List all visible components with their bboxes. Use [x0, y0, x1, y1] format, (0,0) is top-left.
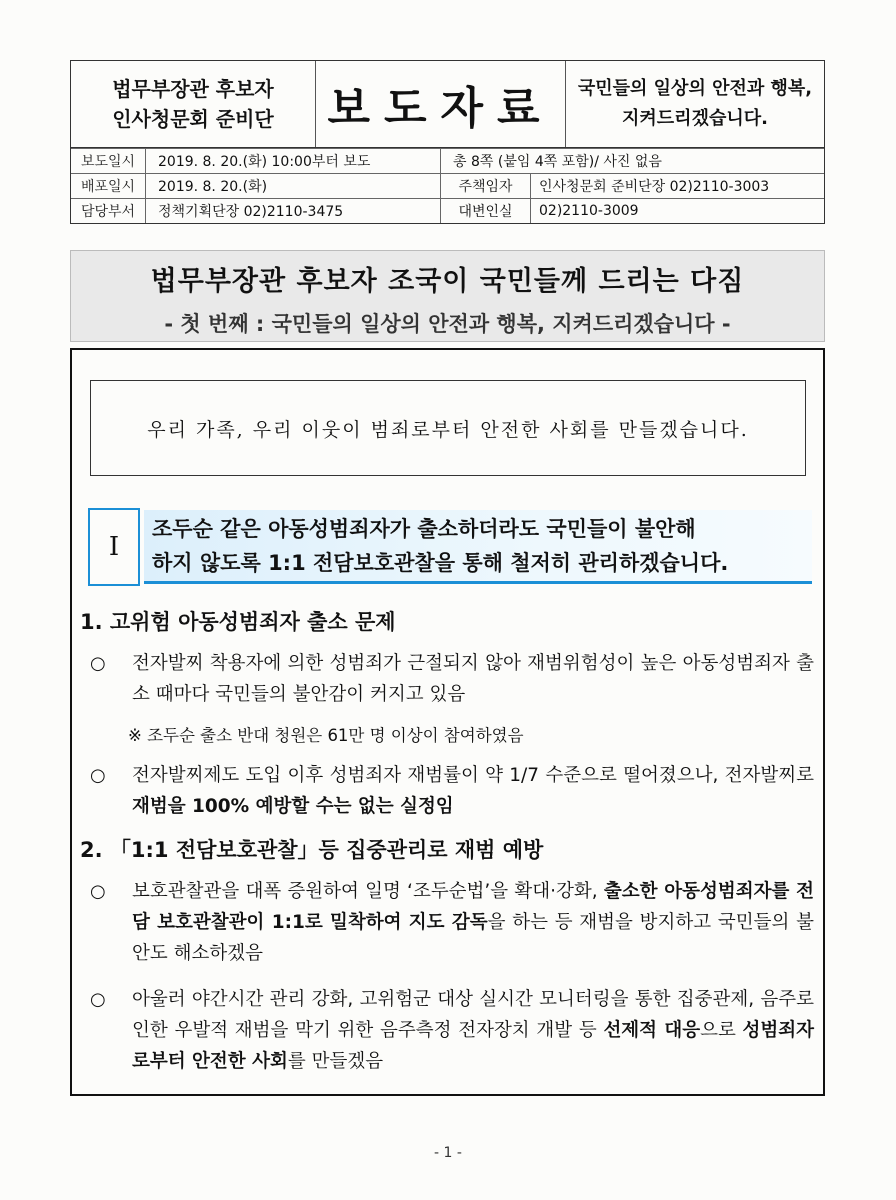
- slogan-line1: 국민들의 일상의 안전과 행복,: [577, 78, 813, 99]
- text-emphasis: 성범죄자로부터 안전한 사회: [132, 1020, 815, 1072]
- meta-key: 대변인실: [441, 199, 531, 223]
- content-frame: [70, 348, 825, 1096]
- slogan-block: [566, 61, 824, 147]
- text-run: 을 하는 등 재범을 방지하고 국민들의 불안도 해소하겠음: [132, 912, 814, 964]
- heading-text: 조두순 같은: [152, 517, 269, 541]
- section-number: Ⅰ: [88, 508, 140, 586]
- ministry-line2: 인사청문회 준비단: [112, 107, 274, 131]
- text-run: 보호관찰관을 대폭 증원하여 일명 ‘조두순법’을 확대·강화,: [132, 881, 604, 902]
- heading-emphasis: 1:1 전담보호관찰: [268, 551, 435, 575]
- bullet-text: 전자발찌 착용자에 의한 성범죄가 근절되지 않아 재범위험성이 높은 아동성범죄자 출소 때마다 국민들의 불안감이 커지고 있음: [132, 653, 814, 705]
- press-release-title: 보도자료: [316, 61, 566, 147]
- text-emphasis: 출소한 아동성범죄자를 전담 보호관찰관이 1:1로 밀착하여 지도 감독: [132, 881, 814, 933]
- footnote: ※ 조두순 출소 반대 청원은 61만 명 이상이 참여하였음: [128, 726, 524, 745]
- heading-emphasis: 아동성범죄자: [268, 517, 390, 541]
- subheading-2: 2. 「1:1 전담보호관찰」등 집중관리로 재범 예방: [80, 838, 544, 862]
- meta-row: [71, 198, 824, 223]
- meta-row: [71, 173, 824, 198]
- meta-key: 담당부서: [71, 199, 146, 223]
- ministry-line1: 법무부장관 후보자: [112, 77, 274, 101]
- bullet-item: [90, 984, 814, 1077]
- bullet-text: [132, 984, 814, 1077]
- bullet-item: [90, 648, 814, 710]
- slogan-line2: 지켜드리겠습니다.: [622, 108, 768, 129]
- heading-text: 가 출소하더라도 국민들이 불안해: [389, 517, 696, 541]
- text-emphasis: 선제적 대응: [603, 1020, 701, 1041]
- main-title: 법무부장관 후보자 조국이 국민들께 드리는 다짐: [150, 266, 745, 297]
- sub-title: - 첫 번째 : 국민들의 일상의 안전과 행복, 지켜드리겠습니다 -: [164, 312, 731, 336]
- bullet-marker: ○: [90, 765, 106, 786]
- bullet-text: [132, 876, 814, 969]
- text-run: 으로: [700, 1020, 743, 1041]
- pledge-quote: 우리 가족, 우리 이웃이 범죄로부터 안전한 사회를 만들겠습니다.: [90, 380, 806, 476]
- section-heading: [144, 510, 812, 584]
- bullet-marker: ○: [90, 881, 106, 902]
- meta-value: 2019. 8. 20.(화): [146, 174, 441, 198]
- page-number: - 1 -: [434, 1145, 462, 1161]
- ministry-block: [71, 61, 316, 147]
- meta-key: 배포일시: [71, 174, 146, 198]
- meta-value: 인사청문회 준비단장 02)2110-3003: [539, 179, 770, 195]
- bullet-item: [90, 876, 814, 969]
- meta-value: 2019. 8. 20.(화) 10:00부터 보도: [146, 149, 441, 173]
- press-header: [70, 60, 825, 148]
- release-meta-table: [70, 148, 825, 224]
- text-emphasis: 재범을 100% 예방할 수는 없는 실정임: [132, 796, 454, 817]
- bullet-marker: ○: [90, 653, 106, 674]
- section-heading-line2: [152, 546, 812, 580]
- subheading-1: 1. 고위험 아동성범죄자 출소 문제: [80, 610, 396, 634]
- heading-text: 을 통해 철저히 관리하겠습니다.: [434, 551, 729, 575]
- bullet-item: [90, 760, 814, 822]
- bullet-text: [132, 760, 814, 822]
- meta-key: 보도일시: [71, 149, 146, 173]
- meta-value: 정책기획단장 02)2110-3475: [146, 199, 441, 223]
- section-heading-line1: [152, 512, 812, 546]
- meta-value: 총 8쪽 (붙임 4쪽 포함)/ 사진 없음: [453, 154, 662, 170]
- heading-text: 하지 않도록: [152, 551, 269, 575]
- text-run: 전자발찌제도 도입 이후 성범죄자 재범률이 약 1/7 수준으로 떨어졌으나, 전자발찌로: [132, 765, 814, 786]
- text-run: 아울러 야간시간 관리 강화, 고위험군 대상 실시간 모니터링을 통한 집중관제, 음주로 인한 우발적 재범을 막기 위한 음주측정 전자장치 개발 등: [132, 989, 814, 1041]
- meta-row: [71, 148, 824, 173]
- title-box: [70, 250, 825, 342]
- text-run: 를 만들겠음: [287, 1051, 384, 1072]
- meta-value: 02)2110-3009: [539, 203, 639, 219]
- meta-key: 주책임자: [441, 174, 531, 198]
- bullet-marker: ○: [90, 989, 106, 1010]
